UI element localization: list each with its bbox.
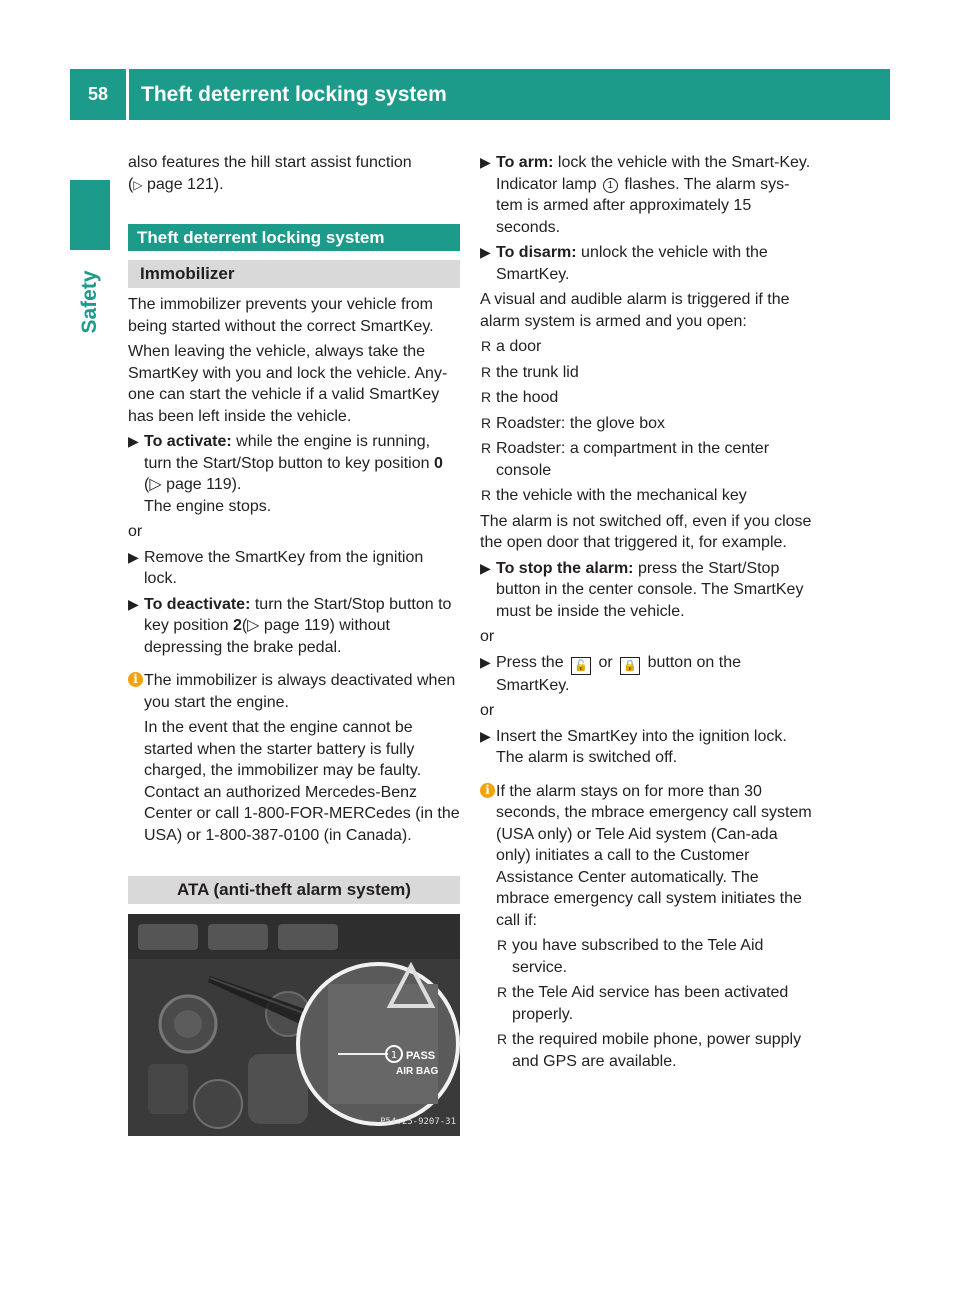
immobilizer-para-1: The immobilizer prevents your vehicle from being started without the correct SmartKey. bbox=[128, 296, 434, 335]
step-activate-result: The engine stops. bbox=[144, 497, 272, 515]
list-item-text: the Tele Aid service has been activated properly. bbox=[512, 984, 789, 1023]
step-press-mid: or bbox=[594, 653, 618, 671]
bullet-icon: R bbox=[481, 440, 492, 456]
info-icon: i bbox=[480, 783, 495, 798]
step-deactivate bbox=[128, 594, 460, 659]
alarm-indicator-figure bbox=[128, 914, 460, 1136]
right-column bbox=[480, 152, 814, 1076]
figure-code: P54.25-9207-31 bbox=[380, 1116, 456, 1127]
list-item-text: the trunk lid bbox=[496, 363, 579, 381]
bullet-icon: R bbox=[481, 389, 492, 405]
info-2-para-1: If the alarm stays on for more than 30 seconds, the mbrace emergency call system (USA only) or Tele Aid system (Can-ada only) initiates a call to the Customer Assistance Center automatically. The mbrace emergency call system initiates the call if: bbox=[496, 782, 812, 929]
step-arrow-icon: ▶ bbox=[480, 244, 491, 260]
lock-icon: 🔒 bbox=[620, 657, 640, 675]
step-stop-alarm bbox=[480, 558, 814, 623]
figure-label-pass: PASS bbox=[406, 1050, 436, 1062]
page-title: Theft deterrent locking system bbox=[141, 83, 447, 106]
chapter-label-box bbox=[70, 262, 110, 342]
step-press-pre: Press the bbox=[496, 653, 569, 671]
step-press-post: button on the SmartKey. bbox=[496, 653, 742, 694]
step-activate bbox=[128, 431, 460, 517]
list-item bbox=[480, 362, 814, 384]
bullet-icon: R bbox=[481, 363, 492, 380]
bullet-icon: R bbox=[497, 984, 508, 1000]
info-note-immobilizer bbox=[128, 670, 460, 846]
indicator-lamp-icon: 1 bbox=[603, 178, 618, 193]
list-item-text: the required mobile phone, power supply and GPS are available. bbox=[512, 1031, 802, 1070]
list-item bbox=[480, 387, 814, 409]
list-item-text: Roadster: the glove box bbox=[496, 414, 665, 432]
step-arm-p2-pre: Indicator lamp bbox=[496, 175, 601, 193]
info-icon: i bbox=[128, 672, 143, 687]
figure-label-airbag: AIR BAG bbox=[396, 1066, 439, 1077]
info-1-para-1: The immobilizer is always deactivated when you start the engine. bbox=[144, 672, 456, 711]
list-item bbox=[480, 336, 814, 358]
ata-heading: ATA (anti-theft alarm system) bbox=[128, 876, 460, 904]
step-disarm-label: To disarm: bbox=[496, 244, 577, 261]
step-deactivate-label: To deactivate: bbox=[144, 595, 251, 613]
or-text: or bbox=[128, 523, 143, 540]
step-activate-label: To activate: bbox=[144, 433, 232, 450]
immobilizer-para-2: When leaving the vehicle, always take the SmartKey with you and lock the vehicle. Any-one can start the vehicle if a valid SmartKey has been left inside the vehicle. bbox=[128, 343, 448, 425]
console-illustration bbox=[128, 914, 460, 1136]
step-insert-text: Insert the SmartKey into the ignition lock. bbox=[496, 727, 787, 745]
list-item bbox=[480, 413, 814, 435]
bullet-icon: R bbox=[481, 487, 492, 503]
svg-text:1: 1 bbox=[390, 1050, 398, 1061]
list-item-text: the vehicle with the mechanical key bbox=[496, 487, 747, 504]
step-remove bbox=[128, 547, 460, 590]
bullet-icon: R bbox=[481, 338, 492, 354]
section-heading: Theft deterrent locking system bbox=[128, 224, 460, 251]
step-activate-ref[interactable]: (▷ page 119). bbox=[144, 476, 242, 493]
left-column bbox=[128, 152, 460, 1136]
step-arrow-icon: ▶ bbox=[480, 727, 491, 744]
list-item bbox=[496, 982, 814, 1025]
intro-text bbox=[128, 152, 460, 196]
key-position-2: 2 bbox=[232, 617, 242, 634]
step-arm bbox=[480, 152, 814, 238]
step-arrow-icon: ▶ bbox=[128, 548, 139, 565]
bullet-icon: R bbox=[497, 1031, 508, 1047]
step-insert-key bbox=[480, 726, 814, 769]
list-item bbox=[496, 1029, 814, 1072]
step-deactivate-ref[interactable]: (▷ page 119) without depressing the brake pedal. bbox=[144, 617, 390, 656]
alarm-not-off: The alarm is not switched off, even if you close the open door that triggered it, for example. bbox=[480, 512, 812, 551]
step-remove-text: Remove the SmartKey from the ignition lock. bbox=[144, 548, 424, 587]
page-number: 58 bbox=[87, 84, 109, 104]
step-disarm bbox=[480, 242, 814, 285]
info-note-alarm bbox=[480, 781, 814, 1073]
step-arrow-icon: ▶ bbox=[480, 559, 491, 576]
step-arrow-icon: ▶ bbox=[480, 154, 491, 170]
header-divider bbox=[126, 69, 129, 120]
intro-line-1: also features the hill start assist function bbox=[128, 154, 412, 171]
list-item-text: you have subscribed to the Tele Aid service. bbox=[512, 937, 764, 976]
step-arm-label: To arm: bbox=[496, 154, 554, 171]
bullet-icon: R bbox=[481, 414, 492, 431]
alarm-intro: A visual and audible alarm is triggered if the alarm system is armed and you open: bbox=[480, 291, 790, 330]
bullet-icon: R bbox=[497, 937, 508, 953]
or-text: or bbox=[480, 628, 495, 645]
page-ref-icon: ▷ bbox=[133, 177, 143, 192]
immobilizer-heading: Immobilizer bbox=[128, 260, 460, 288]
list-item bbox=[480, 438, 814, 481]
step-arrow-icon: ▶ bbox=[128, 595, 139, 612]
step-arm-text: lock the vehicle with the Smart-Key. bbox=[553, 154, 811, 171]
list-item-text: a door bbox=[496, 338, 542, 355]
step-activate-text: while the engine is running, turn the Start/Stop button to key position bbox=[144, 433, 434, 472]
step-arm-p2-post: flashes. The alarm sys-tem is armed after approximately 15 seconds. bbox=[496, 175, 790, 236]
info-1-para-2: In the event that the engine cannot be started when the starter battery is fully charged, the immobilizer may be faulty. Contact an authorized Mercedes-Benz Center or call 1-800-FOR-MERCedes (in the USA) or 1-800-387-0100 (in Canada). bbox=[144, 719, 460, 844]
list-item-text: Roadster: a compartment in the center console bbox=[496, 440, 770, 479]
step-arrow-icon: ▶ bbox=[128, 433, 139, 449]
chapter-label: Safety bbox=[78, 270, 101, 334]
step-arrow-icon: ▶ bbox=[480, 653, 491, 670]
step-insert-result: The alarm is switched off. bbox=[496, 749, 678, 766]
unlock-icon: 🔓 bbox=[571, 657, 591, 675]
or-text: or bbox=[480, 702, 495, 719]
list-item bbox=[496, 935, 814, 978]
step-deactivate-text: turn the Start/Stop button to key position bbox=[144, 595, 452, 634]
intro-ref-open: ( bbox=[128, 175, 134, 193]
list-item-text: the hood bbox=[496, 389, 559, 406]
list-item bbox=[480, 485, 814, 507]
step-stop-label: To stop the alarm: bbox=[496, 559, 634, 577]
step-press-key bbox=[480, 652, 814, 697]
intro-ref-page[interactable]: page 121). bbox=[142, 175, 224, 193]
step-stop-text: press the Start/Stop button in the center console. The SmartKey must be inside the vehicle. bbox=[496, 559, 804, 620]
step-disarm-text: unlock the vehicle with the SmartKey. bbox=[496, 244, 768, 283]
chapter-tab bbox=[70, 180, 110, 250]
key-position-0: 0 bbox=[433, 454, 443, 472]
